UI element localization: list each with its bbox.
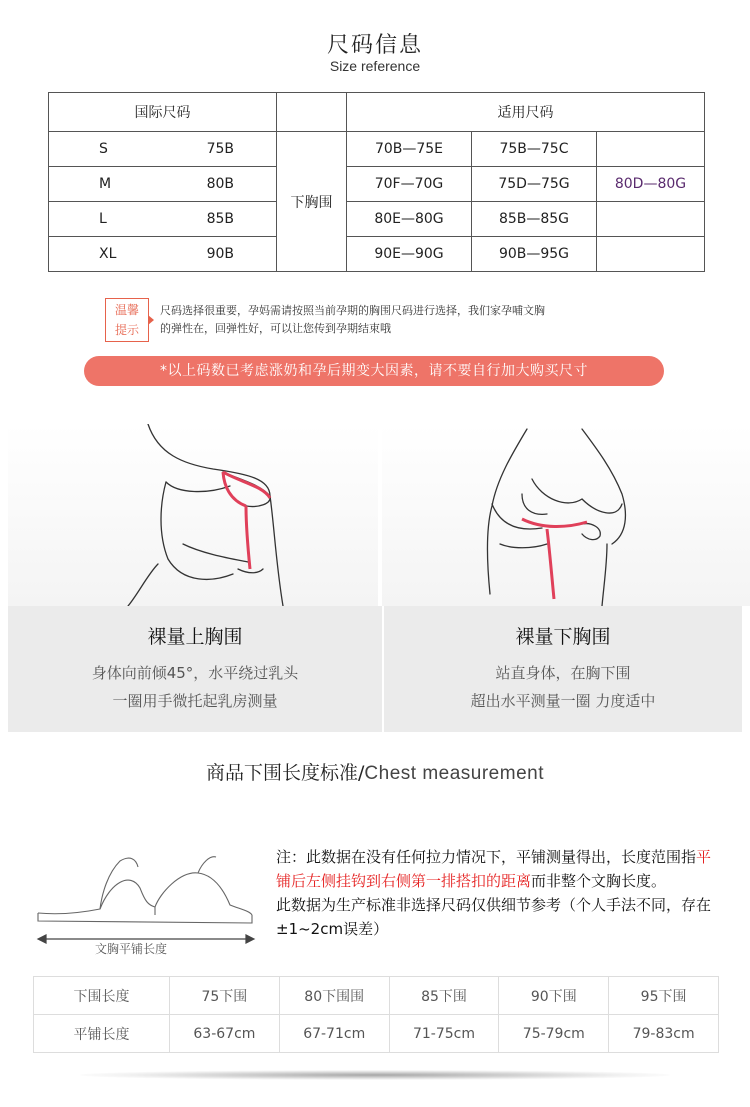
header-blank <box>277 93 347 132</box>
length-cell: 63-67cm <box>170 1015 280 1053</box>
measurement-note <box>276 845 726 941</box>
tip-badge-line2: 提示 <box>114 323 139 337</box>
length-cell: 71-75cm <box>389 1015 499 1053</box>
cup-cell: 85B <box>169 202 277 237</box>
size-cell: XL <box>49 237 169 272</box>
length-cell: 67-71cm <box>279 1015 389 1053</box>
fit-cell: 80D—80G <box>597 167 705 202</box>
tip-text <box>160 302 680 338</box>
size-table <box>48 92 705 272</box>
cup-cell: 90B <box>169 237 277 272</box>
bottom-shadow <box>80 1070 670 1080</box>
table-row <box>49 132 705 167</box>
under-bust-illustration <box>382 424 750 606</box>
table-row <box>49 237 705 272</box>
size-cell: S <box>49 132 169 167</box>
table-row <box>34 977 719 1015</box>
bra-icon <box>30 843 260 948</box>
cup-cell: 75B <box>169 132 277 167</box>
fit-cell: 80E—80G <box>347 202 472 237</box>
tip-text-line1: 尺码选择很重要，孕妈需请按照当前孕期的胸围尺码进行选择，我们家孕哺文胸 <box>160 304 545 317</box>
fit-cell: 70B—75E <box>347 132 472 167</box>
under-bust-figure-icon <box>382 424 742 606</box>
under-bust-title: 裸量下胸围 <box>515 626 611 648</box>
page-subtitle: Size reference <box>329 58 421 74</box>
chest-title-cn: 商品下围长度标准/ <box>206 762 365 784</box>
size-cell: 85下围 <box>389 977 499 1015</box>
upper-bust-figure-icon <box>8 424 378 606</box>
note-mid: 而非整个文胸长度。 <box>531 872 667 890</box>
upper-bust-panel <box>8 606 382 732</box>
fit-cell <box>597 237 705 272</box>
fit-cell <box>597 132 705 167</box>
chest-title-en: Chest measurement <box>364 763 544 784</box>
table-row <box>34 1015 719 1053</box>
note-highlight: 平铺后左侧挂钩到右侧第一排搭扣的距离 <box>276 848 712 890</box>
under-bust-line1: 站直身体，在胸下围 <box>495 664 631 682</box>
size-table-header-row <box>49 93 705 132</box>
size-cell: 75下围 <box>170 977 280 1015</box>
tip-badge <box>105 298 149 342</box>
upper-bust-title: 裸量上胸围 <box>147 626 243 648</box>
size-cell: L <box>49 202 169 237</box>
length-cell: 79-83cm <box>609 1015 719 1053</box>
fit-cell: 85B—85G <box>472 202 597 237</box>
fit-cell: 90B—95G <box>472 237 597 272</box>
fit-cell: 75B—75C <box>472 132 597 167</box>
row-label: 平铺长度 <box>34 1015 170 1053</box>
length-table <box>33 976 719 1053</box>
warning-banner: *以上码数已考虑涨奶和孕后期变大因素，请不要自行加大购买尺寸 <box>84 356 664 386</box>
note-suffix: 此数据为生产标准非选择尺码仅供细节参考（个人手法不同，存在±1~2cm误差） <box>276 896 712 938</box>
table-row <box>49 167 705 202</box>
under-bust-panel <box>384 606 742 732</box>
upper-bust-illustration <box>8 424 378 606</box>
fit-cell: 90E—90G <box>347 237 472 272</box>
size-cell: 80下围围 <box>279 977 389 1015</box>
size-cell: 95下围 <box>609 977 719 1015</box>
note-prefix: 注：此数据在没有任何拉力情况下，平铺测量得出，长度范围指 <box>276 848 697 866</box>
chest-title <box>0 758 750 785</box>
fit-cell: 70F—70G <box>347 167 472 202</box>
under-bust-label: 下胸围 <box>277 132 347 272</box>
header-fit-size: 适用尺码 <box>347 93 705 132</box>
table-row <box>49 202 705 237</box>
length-cell: 75-79cm <box>499 1015 609 1053</box>
upper-bust-line1: 身体向前倾45°，水平绕过乳头 <box>91 664 299 682</box>
fit-cell: 75D—75G <box>472 167 597 202</box>
page-title: 尺码信息 <box>326 33 423 58</box>
row-label: 下围长度 <box>34 977 170 1015</box>
tip-badge-line1: 温馨 <box>114 303 139 317</box>
tip-text-line2: 的弹性在，回弹性好，可以让您传到孕期结束哦 <box>160 322 391 335</box>
under-bust-line2: 超出水平测量一圈 力度适中 <box>470 692 656 710</box>
size-cell: M <box>49 167 169 202</box>
cup-cell: 80B <box>169 167 277 202</box>
size-cell: 90下围 <box>499 977 609 1015</box>
bra-flat-caption: 文胸平铺长度 <box>95 942 168 956</box>
fit-cell <box>597 202 705 237</box>
upper-bust-line2: 一圈用手微托起乳房测量 <box>112 692 278 710</box>
header-intl-size: 国际尺码 <box>49 93 277 132</box>
